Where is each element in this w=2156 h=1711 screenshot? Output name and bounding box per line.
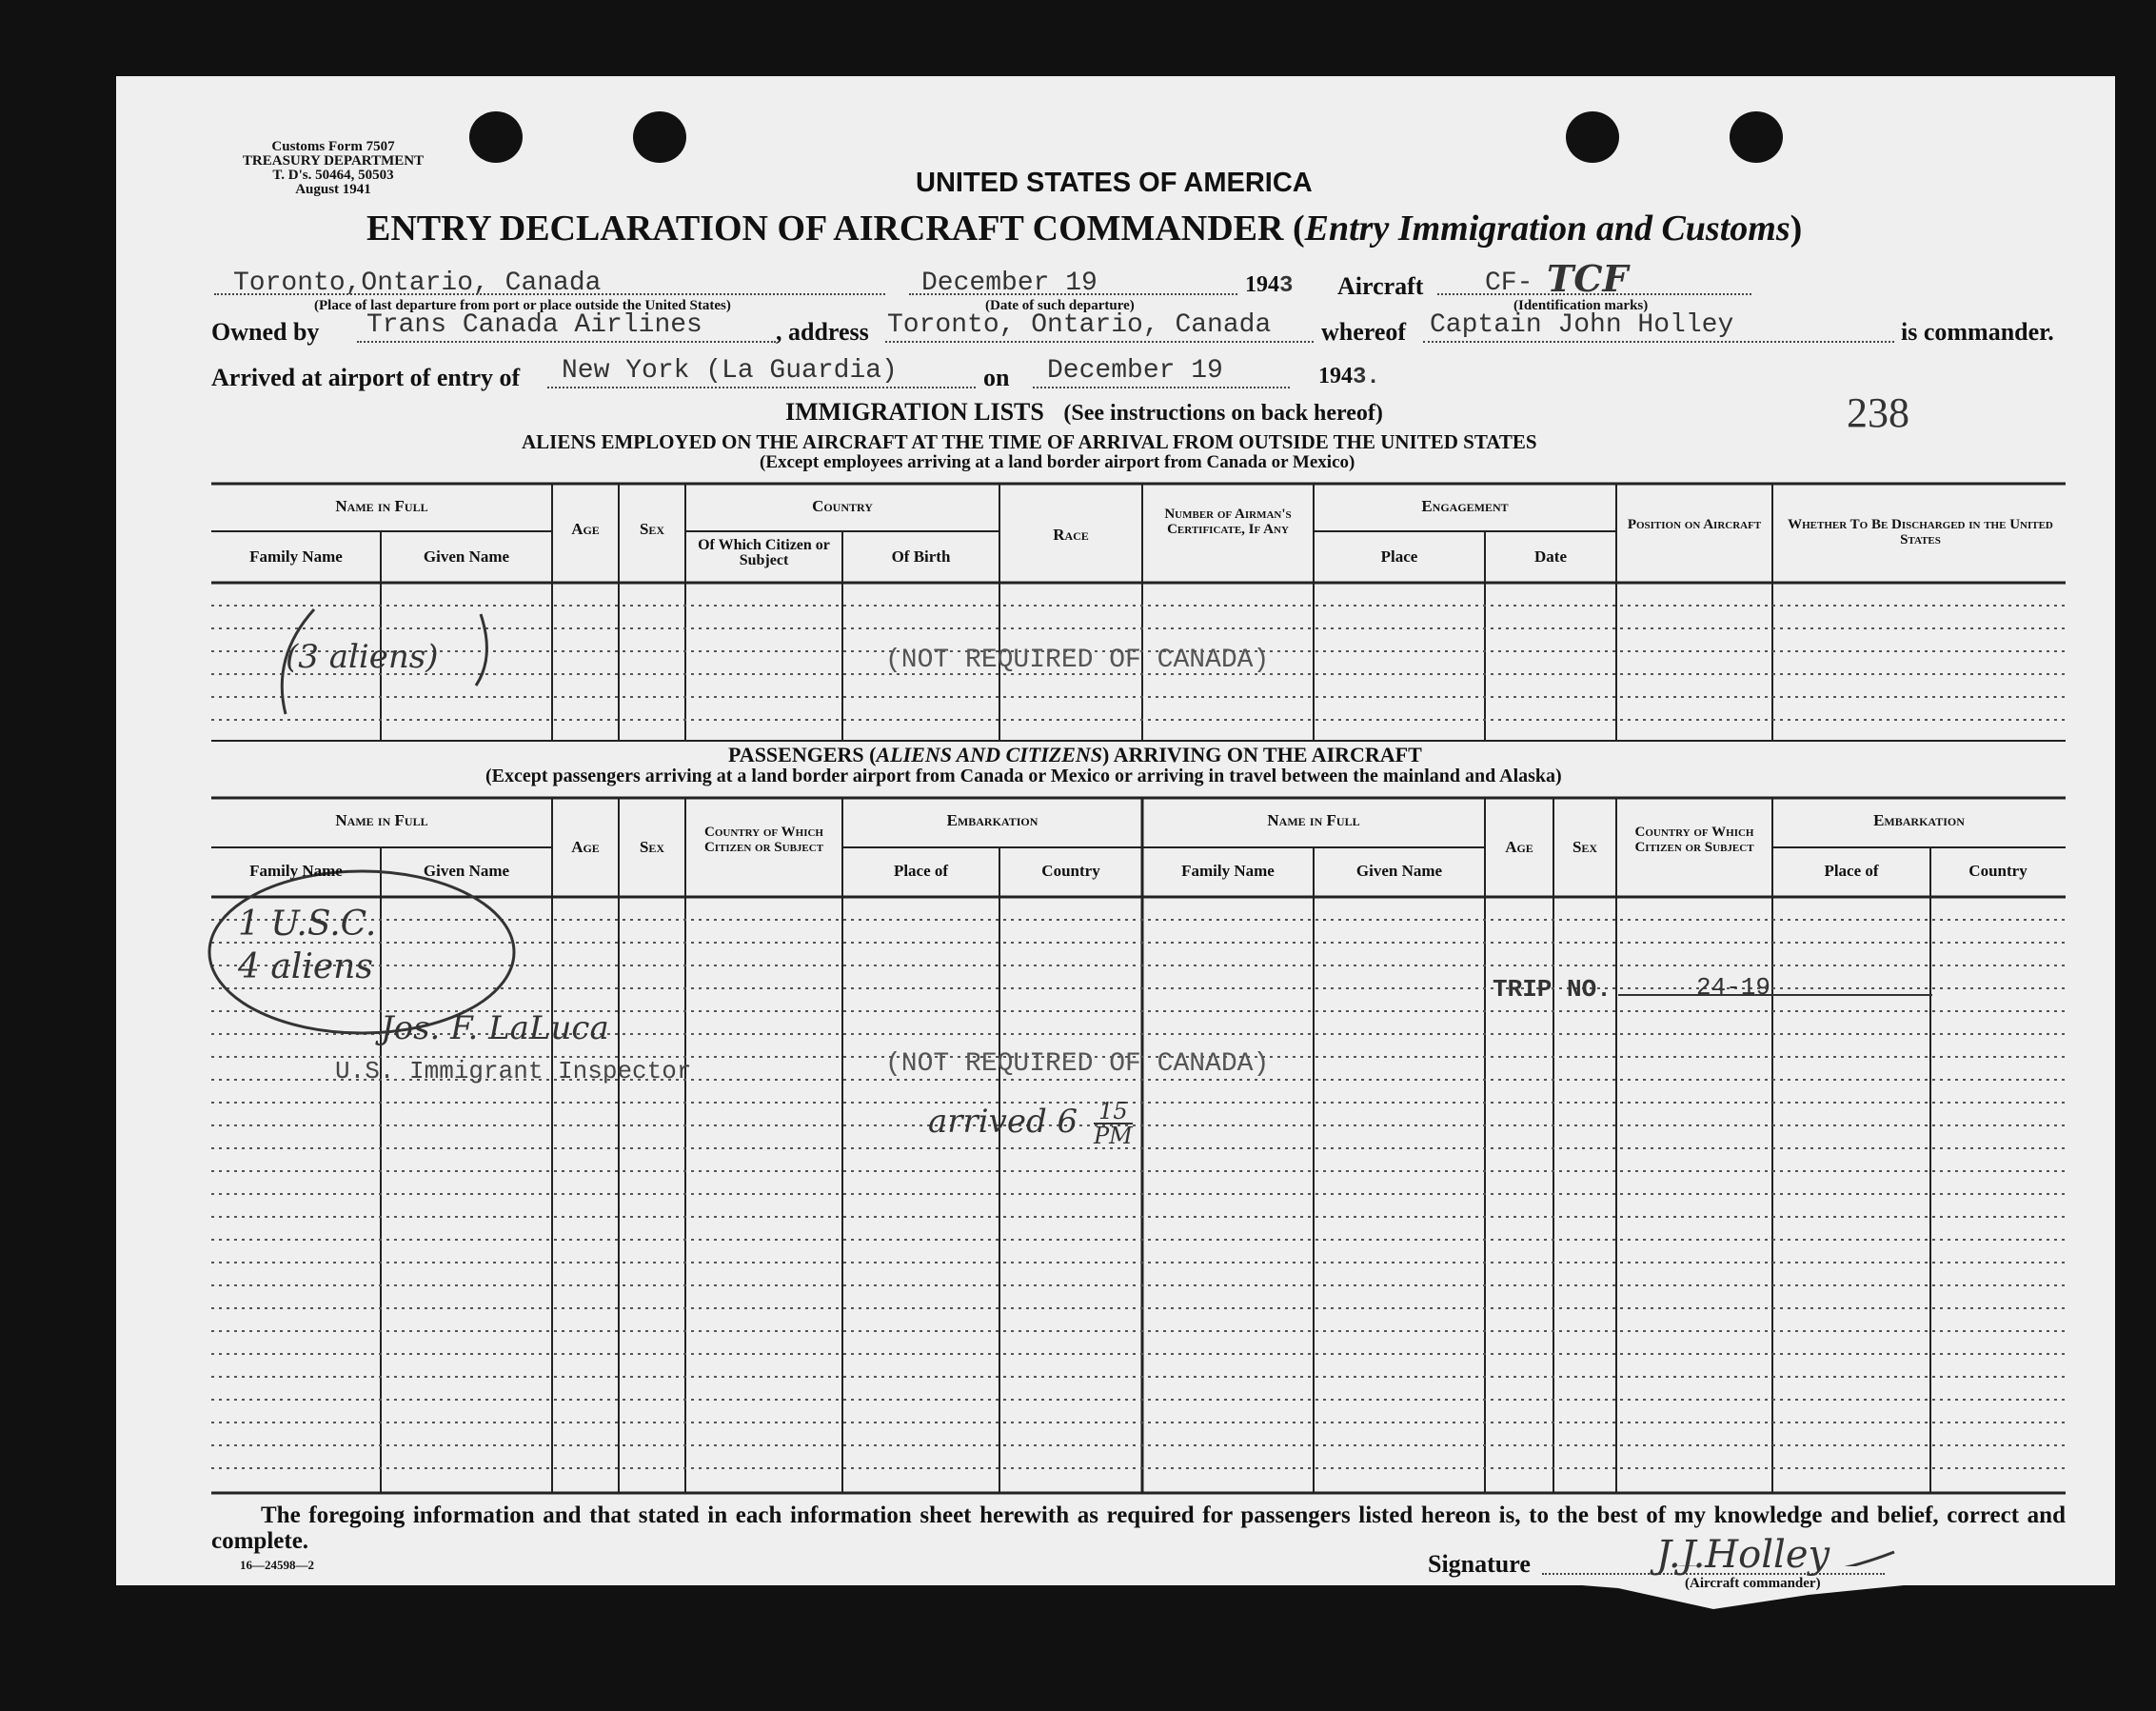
- signature-caption: (Aircraft commander): [1685, 1576, 1821, 1591]
- inspector-signature: Jos. F. LaLuca: [381, 1009, 609, 1047]
- pax-col-country-2: Country: [1968, 862, 2027, 880]
- departure-date-caption: (Date of such departure): [985, 298, 1135, 313]
- arrival-year-prefix: 194: [1318, 364, 1353, 388]
- aliens-col-sex: Sex: [639, 520, 665, 538]
- arrival-date[interactable]: December 19: [1047, 356, 1223, 386]
- title-main: ENTRY DECLARATION OF AIRCRAFT COMMANDER (: [366, 209, 1305, 249]
- aliens-col-country: Country: [812, 497, 873, 515]
- commander-name[interactable]: Captain John Holley: [1430, 310, 1734, 340]
- pax-col-age: Age: [571, 838, 600, 856]
- pax-col-family-name-2: Family Name: [1181, 862, 1275, 880]
- whereof-label: whereof: [1321, 318, 1407, 346]
- arrival-year-digit[interactable]: 3.: [1353, 365, 1380, 390]
- title-close: ): [1790, 209, 1803, 249]
- departure-date[interactable]: December 19: [921, 269, 1098, 298]
- pax-col-given-name: Given Name: [423, 862, 510, 880]
- departure-place[interactable]: Toronto,Ontario, Canada: [233, 269, 602, 298]
- aliens-section-title: ALIENS EMPLOYED ON THE AIRCRAFT AT THE TIME OF ARRIVAL FROM OUTSIDE THE UNITED STATES: [522, 430, 1537, 453]
- treasury-decisions: T. D's. 50464, 50503: [272, 168, 394, 183]
- aliens-typed-note: (NOT REQUIRED OF CANADA): [885, 646, 1270, 675]
- aliens-col-date: Date: [1534, 547, 1567, 566]
- signature-label: Signature: [1428, 1550, 1531, 1578]
- form-title: [366, 208, 1802, 249]
- aliens-col-family-name: Family Name: [249, 547, 343, 566]
- aliens-col-engagement: Engagement: [1421, 497, 1509, 515]
- trip-label: TRIP NO.: [1493, 975, 1612, 1004]
- immigration-title: IMMIGRATION LISTS: [785, 398, 1044, 426]
- pax-col-place-of-2: Place of: [1824, 862, 1879, 880]
- inspector-title: U.S. Immigrant Inspector: [335, 1057, 692, 1085]
- arrival-airport[interactable]: New York (La Guardia): [562, 356, 898, 386]
- title-italic: Entry Immigration and Customs: [1304, 209, 1790, 249]
- passengers-title-italic: ALIENS AND CITIZENS: [876, 743, 1103, 766]
- pax-col-sex: Sex: [639, 838, 665, 856]
- aliens-col-age: Age: [571, 520, 600, 538]
- pax-col-family-name: Family Name: [249, 862, 343, 880]
- departure-year-prefix: 194: [1245, 272, 1279, 297]
- aliens-col-discharged: Whether To Be Discharged in the United States: [1788, 517, 2053, 547]
- arrival-on-label: on: [983, 364, 1010, 391]
- print-code: 16—24598—2: [240, 1558, 314, 1572]
- pax-col-age-2: Age: [1505, 838, 1533, 856]
- aliens-section-note: (Except employees arriving at a land border airport from Canada or Mexico): [760, 452, 1355, 472]
- aircraft-prefix[interactable]: CF-: [1485, 269, 1533, 298]
- owner-name[interactable]: Trans Canada Airlines: [366, 310, 702, 340]
- trip-number[interactable]: 24-19: [1696, 973, 1771, 1002]
- form-number: Customs Form 7507: [271, 139, 395, 154]
- address-label: , address: [776, 318, 869, 346]
- pax-handwritten-us: 1 U.S.C.: [238, 905, 377, 944]
- passengers-title-end: ) ARRIVING ON THE AIRCRAFT: [1102, 743, 1422, 766]
- pax-col-citizen-of-2: Country of Which Citizen or Subject: [1634, 825, 1754, 855]
- commander-suffix: is commander.: [1901, 318, 2054, 346]
- arrived-minutes: 15: [1094, 1100, 1133, 1124]
- country-heading: UNITED STATES OF AMERICA: [916, 168, 1313, 198]
- departure-year-digit[interactable]: 3: [1279, 273, 1294, 299]
- arrived-note: [928, 1100, 1133, 1147]
- aliens-col-airman-cert: Number of Airman's Certificate, If Any: [1164, 507, 1292, 537]
- pax-col-embarkation-2: Embarkation: [1873, 811, 1965, 829]
- passengers-title-start: PASSENGERS (: [728, 743, 877, 766]
- aliens-handwritten-note: (3 aliens): [286, 638, 439, 676]
- aliens-col-given-name: Given Name: [423, 547, 510, 566]
- pax-typed-note: (NOT REQUIRED OF CANADA): [885, 1049, 1270, 1079]
- stamp-number: 238: [1847, 389, 1909, 436]
- department: TREASURY DEPARTMENT: [242, 153, 425, 169]
- arrival-label: Arrived at airport of entry of: [211, 364, 521, 391]
- owned-by-label: Owned by: [211, 318, 320, 346]
- arrived-text: arrived 6: [928, 1103, 1078, 1141]
- aliens-col-citizen-of: Of Which Citizen or Subject: [698, 537, 830, 568]
- arrived-pm: PM: [1094, 1123, 1133, 1149]
- passengers-note: (Except passengers arriving at a land border airport from Canada or Mexico or arriving in travel between the mainland and Alaska): [485, 766, 1562, 786]
- aircraft-marks[interactable]: TCF: [1547, 257, 1629, 300]
- aliens-col-name-in-full: Name in Full: [335, 497, 428, 515]
- aircraft-marks-caption: (Identification marks): [1513, 298, 1649, 313]
- aliens-col-position: Position on Aircraft: [1627, 517, 1762, 532]
- form-date: August 1941: [295, 182, 371, 197]
- pax-col-place-of: Place of: [893, 862, 949, 880]
- aliens-col-place: Place: [1380, 547, 1418, 566]
- certification-statement: The foregoing information and that stated in each information sheet herewith as required for passengers listed hereon is, to the best of my knowledge and belief, correct and complete.: [211, 1502, 2066, 1554]
- pax-handwritten-aliens: 4 aliens: [238, 947, 373, 986]
- pax-col-country: Country: [1041, 862, 1100, 880]
- pax-col-name-in-full-2: Name in Full: [1267, 811, 1360, 829]
- pax-col-sex-2: Sex: [1572, 838, 1598, 856]
- immigration-instructions: (See instructions on back hereof): [1063, 401, 1383, 426]
- departure-place-caption: (Place of last departure from port or place outside the United States): [314, 298, 731, 313]
- owner-address[interactable]: Toronto, Ontario, Canada: [887, 310, 1272, 340]
- aliens-col-of-birth: Of Birth: [891, 547, 951, 566]
- aliens-col-race: Race: [1053, 526, 1089, 544]
- pax-col-citizen-of: Country of Which Citizen or Subject: [703, 825, 824, 855]
- commander-signature[interactable]: J.J.Holley: [1656, 1533, 1830, 1577]
- pax-col-embarkation: Embarkation: [946, 811, 1038, 829]
- aircraft-label: Aircraft: [1337, 272, 1424, 300]
- pax-col-given-name-2: Given Name: [1355, 862, 1443, 880]
- pax-col-name-in-full: Name in Full: [335, 811, 428, 829]
